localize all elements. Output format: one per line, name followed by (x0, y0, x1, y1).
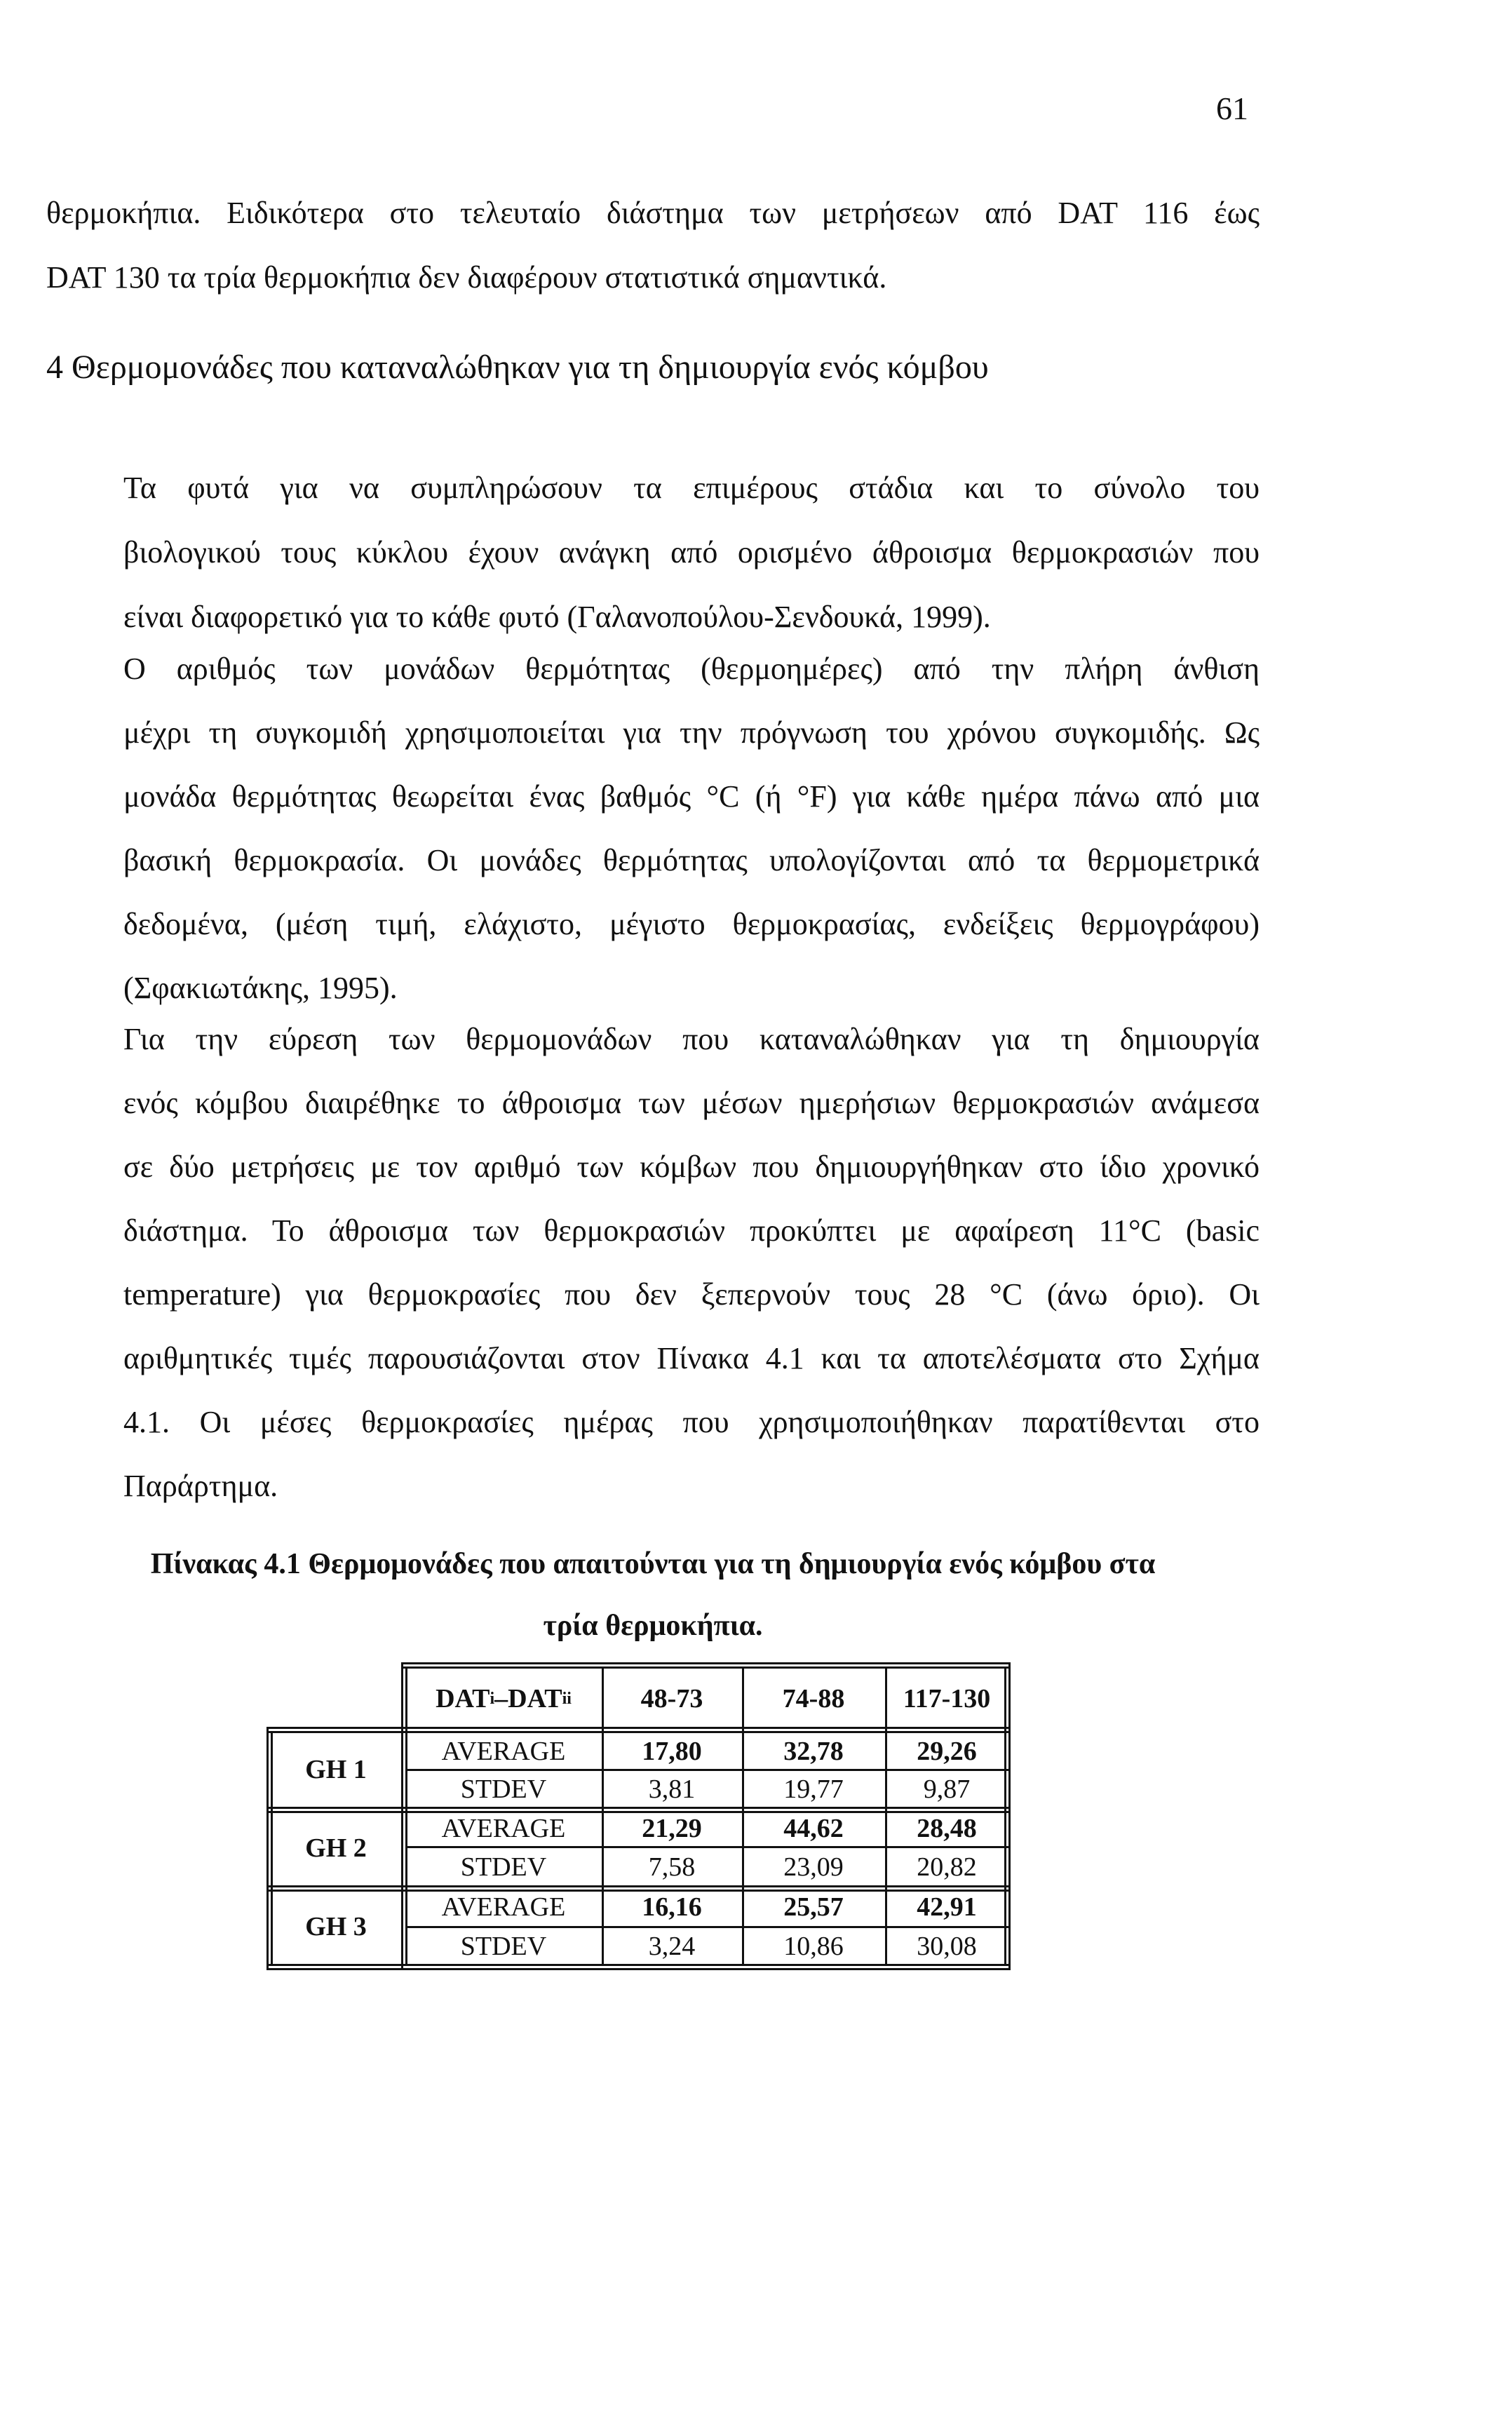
stat-label: AVERAGE (441, 1892, 566, 1922)
text-line: σε δύο μετρήσεις με τον αριθμό των κόμβων που δημιουργήθηκαν στο ίδιο χρονικό (123, 1150, 1260, 1184)
table-rule (885, 1666, 887, 1966)
stat-label: AVERAGE (441, 1737, 566, 1766)
table-rule (1004, 1666, 1006, 1966)
header-cell-period: 48-73 (640, 1684, 703, 1713)
group-label: GH 1 (305, 1755, 367, 1784)
stat-label: STDEV (460, 1852, 547, 1882)
text-line: βιολογικού τους κύκλου έχουν ανάγκη από ορισμένο άθροισμα θερμοκρασιών που (123, 535, 1260, 570)
value-cell: 30,08 (917, 1932, 977, 1961)
header-cell-dat: DAT i –DAT ii (436, 1684, 572, 1713)
table-rule (266, 1890, 1010, 1892)
table-rule (1008, 1662, 1011, 1970)
text-line: θερμοκήπια. Ειδικότερα στο τελευταίο διάστημα των μετρήσεων από DAT 116 έως (46, 196, 1260, 230)
text-line: αριθμητικές τιμές παρουσιάζονται στον Πίνακα 4.1 και τα αποτελέσματα στο Σχήμα (123, 1341, 1260, 1375)
value-cell: 9,87 (923, 1775, 971, 1804)
text-line: ενός κόμβου διαιρέθηκε το άθροισμα των μέσων ημερήσιων θερμοκρασιών ανάμεσα (123, 1086, 1260, 1120)
caption-line: τρία θερμοκήπια. (543, 1610, 763, 1642)
header-cell-period: 74-88 (782, 1684, 845, 1713)
text-line: διάστημα. Το άθροισμα των θερμοκρασιών προκύπτει με αφαίρεση 11°C (basic (123, 1213, 1260, 1248)
value-cell: 28,48 (917, 1814, 977, 1843)
text-line: δεδομένα, (μέση τιμή, ελάχιστο, μέγιστο θερμοκρασίας, ενδείξεις θερμογράφου) (123, 907, 1260, 941)
text-line: Παράρτημα. (123, 1469, 278, 1503)
table-rule (405, 1769, 1008, 1771)
text-line: μονάδα θερμότητας θεωρείται ένας βαθμός °C (ή °F) για κάθε ημέρα πάνω από μια (123, 779, 1260, 814)
value-cell: 42,91 (917, 1892, 977, 1922)
value-cell: 7,58 (648, 1852, 696, 1882)
table-rule (271, 1731, 273, 1966)
table-rule (266, 1885, 1010, 1887)
section-heading: 4 Θερμομονάδες που καταναλώθηκαν για τη δημιουργία ενός κόμβου (46, 349, 989, 386)
table-rule (401, 1662, 403, 1970)
stat-label: STDEV (460, 1932, 547, 1961)
value-cell: 20,82 (917, 1852, 977, 1882)
stat-label: AVERAGE (441, 1814, 566, 1843)
paragraph-continued (46, 181, 1260, 310)
table-rule (405, 1846, 1008, 1848)
table-rule (742, 1666, 744, 1966)
table-rule (266, 1811, 1010, 1813)
caption-line: Πίνακας 4.1 Θερμομονάδες που απαιτούνται για τη δημιουργία ενός κόμβου στα (150, 1548, 1156, 1580)
table-rule (266, 1731, 1010, 1733)
table-rule (266, 1968, 1010, 1970)
table-rule (401, 1662, 1010, 1664)
value-cell: 25,57 (783, 1892, 844, 1922)
value-cell: 44,62 (783, 1814, 844, 1843)
text-line: DAT 130 τα τρία θερμοκήπια δεν διαφέρουν στατιστικά σημαντικά. (46, 260, 887, 295)
text-line: 4.1. Οι μέσες θερμοκρασίες ημέρας που χρησιμοποιήθηκαν παρατίθενται στο (123, 1405, 1260, 1439)
paragraph-growth-stages (46, 456, 1260, 649)
value-cell: 17,80 (642, 1737, 702, 1766)
text-line: είναι διαφορετικό για το κάθε φυτό (Γαλανοπούλου-Σενδουκά, 1999). (123, 600, 991, 634)
text-line: μέχρι τη συγκομιδή χρησιμοποιείται για την πρόγνωση του χρόνου συγκομιδής. Ως (123, 715, 1260, 750)
text-line: Ο αριθμός των μονάδων θερμότητας (θερμοημέρες) από την πλήρη άνθιση (123, 652, 1260, 686)
text-line: βασική θερμοκρασία. Οι μονάδες θερμότητας υπολογίζονται από τα θερμομετρικά (123, 843, 1260, 877)
stat-label: STDEV (460, 1775, 547, 1804)
value-cell: 29,26 (917, 1737, 977, 1766)
text-line: Τα φυτά για να συμπληρώσουν τα επιμέρους στάδια και το σύνολο του (123, 471, 1260, 505)
value-cell: 21,29 (642, 1814, 702, 1843)
paragraph-method (46, 1007, 1260, 1518)
table-rule (405, 1666, 407, 1966)
text-line: Για την εύρεση των θερμομονάδων που καταναλώθηκαν για τη δημιουργία (123, 1022, 1260, 1056)
paragraph-heat-units (46, 637, 1260, 1020)
table-caption (46, 1533, 1260, 1657)
header-cell-period: 117-130 (903, 1684, 991, 1713)
table-rule (266, 1964, 1010, 1966)
value-cell: 3,24 (648, 1932, 696, 1961)
page-number: 61 (1216, 90, 1248, 126)
value-cell: 23,09 (783, 1852, 844, 1882)
table-rule (266, 1807, 1010, 1809)
table-rule (602, 1666, 604, 1966)
table-rule (405, 1926, 1008, 1928)
table-rule (401, 1666, 1010, 1669)
value-cell: 10,86 (783, 1932, 844, 1961)
table-rule (266, 1727, 269, 1970)
group-label: GH 2 (305, 1833, 367, 1863)
value-cell: 19,77 (783, 1775, 844, 1804)
value-cell: 16,16 (642, 1892, 702, 1922)
text-line: (Σφακιωτάκης, 1995). (123, 971, 398, 1005)
table-rule (266, 1727, 1010, 1729)
text-line: temperature) για θερμοκρασίες που δεν ξεπερνούν τους 28 °C (άνω όριο). Οι (123, 1277, 1260, 1312)
value-cell: 32,78 (783, 1737, 844, 1766)
value-cell: 3,81 (648, 1775, 696, 1804)
group-label: GH 3 (305, 1912, 367, 1941)
